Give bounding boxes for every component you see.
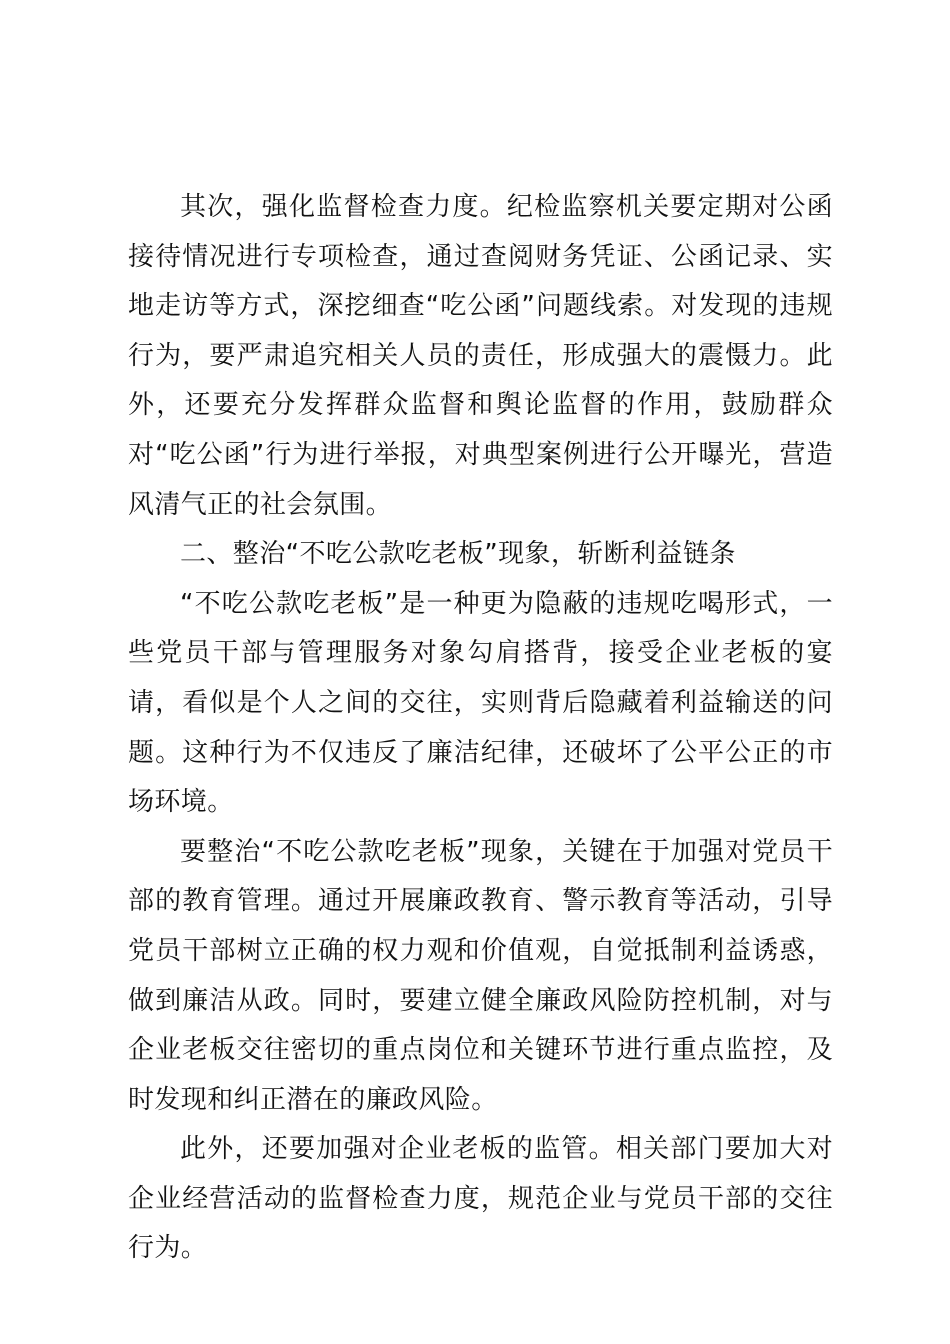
paragraph-supervision: 其次，强化监督检查力度。纪检监察机关要定期对公函接待情况进行专项检查，通过查阅财务凭证、公函记录、实地走访等方式，深挖细查“吃公函”问题线索。对发现的违规行为，要严肃追究相关人员的责任，形成强大的震慑力。此外，还要充分发挥群众监督和舆论监督的作用，鼓励群众对“吃公函”行为进行举报，对典型案例进行公开曝光，营造风清气正的社会氛围。 [128,192,833,520]
document-body [128,183,833,1274]
paragraph-education-management: 要整治“不吃公款吃老板”现象，关键在于加强对党员干部的教育管理。通过开展廉政教育、警示教育等活动，引导党员干部树立正确的权力观和价值观，自觉抵制利益诱惑，做到廉洁从政。同时，要建立健全廉政风险防控机制，对与企业老板交往密切的重点岗位和关键环节进行重点监控，及时发现和纠正潜在的廉政风险。 [128,836,833,1115]
paragraph-business-supervision: 此外，还要加强对企业老板的监管。相关部门要加大对企业经营活动的监督检查力度，规范企业与党员干部的交往行为。 [128,1134,833,1264]
paragraph-hidden-dining: “不吃公款吃老板”是一种更为隐蔽的违规吃喝形式，一些党员干部与管理服务对象勾肩搭背，接受企业老板的宴请，看似是个人之间的交往，实则背后隐藏着利益输送的问题。这种行为不仅违反了廉洁纪律，还破坏了公平公正的市场环境。 [128,588,833,818]
section-heading-two: 二、整治“不吃公款吃老板”现象，斩断利益链条 [180,539,736,570]
